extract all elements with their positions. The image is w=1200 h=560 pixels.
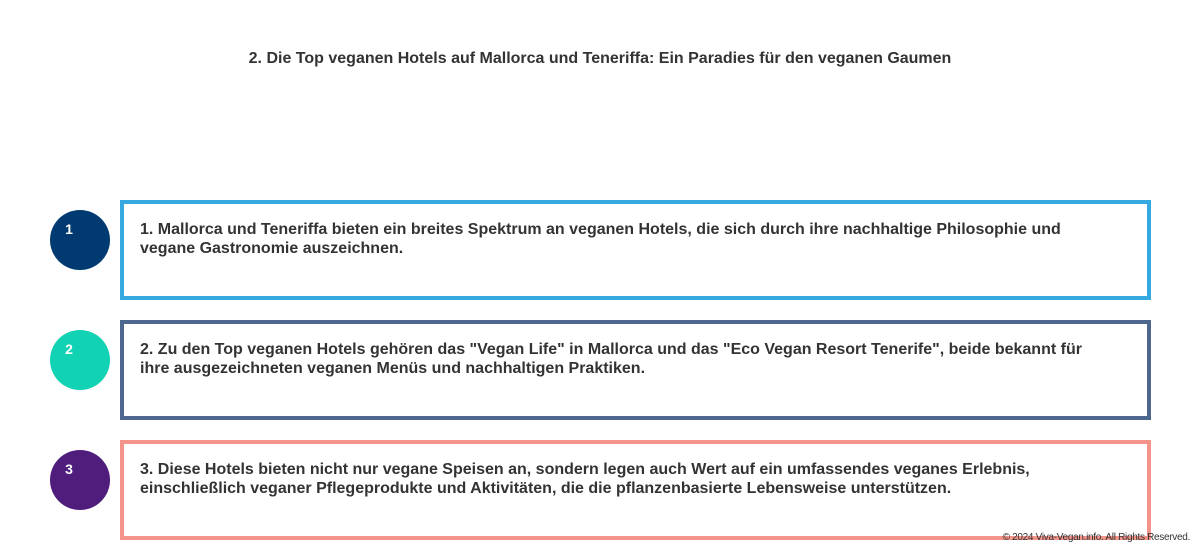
page-title: 2. Die Top veganen Hotels auf Mallorca und Teneriffa: Ein Paradies für den veganen Gaumen xyxy=(248,50,952,67)
step-number-3: 3 xyxy=(65,461,73,477)
step-box-2 xyxy=(120,320,1151,420)
copyright-footer: © 2024 Viva-Vegan.info. All Rights Reserved. xyxy=(1002,532,1190,543)
step-text-1: 1. Mallorca und Teneriffa bieten ein breites Spektrum an veganen Hotels, die sich durch ihre nachhaltige Philosophie und vegane Gastronomie auszeichnen. xyxy=(140,221,1061,257)
step-box-3 xyxy=(120,440,1151,540)
list-item-3 xyxy=(0,440,1200,540)
list-item-1 xyxy=(0,200,1200,300)
list-item-2 xyxy=(0,320,1200,420)
step-number-2: 2 xyxy=(65,341,73,357)
step-circle-1 xyxy=(50,210,110,270)
step-box-1 xyxy=(120,200,1151,300)
step-circle-2 xyxy=(50,330,110,390)
step-text-2: 2. Zu den Top veganen Hotels gehören das "Vegan Life" in Mallorca und das "Eco Vegan Resort Tenerife", beide bekannt für ihre ausgezeichneten veganen Menüs und nachhaltigen Praktiken. xyxy=(140,341,1082,377)
step-number-1: 1 xyxy=(65,221,73,237)
step-circle-3 xyxy=(50,450,110,510)
step-text-3: 3. Diese Hotels bieten nicht nur vegane Speisen an, sondern legen auch Wert auf ein umfassendes veganes Erlebnis, einschließlich veganer Pflegeprodukte und Aktivitäten, die die pflanzenbasierte Lebensweise unterstützen. xyxy=(140,461,1030,497)
